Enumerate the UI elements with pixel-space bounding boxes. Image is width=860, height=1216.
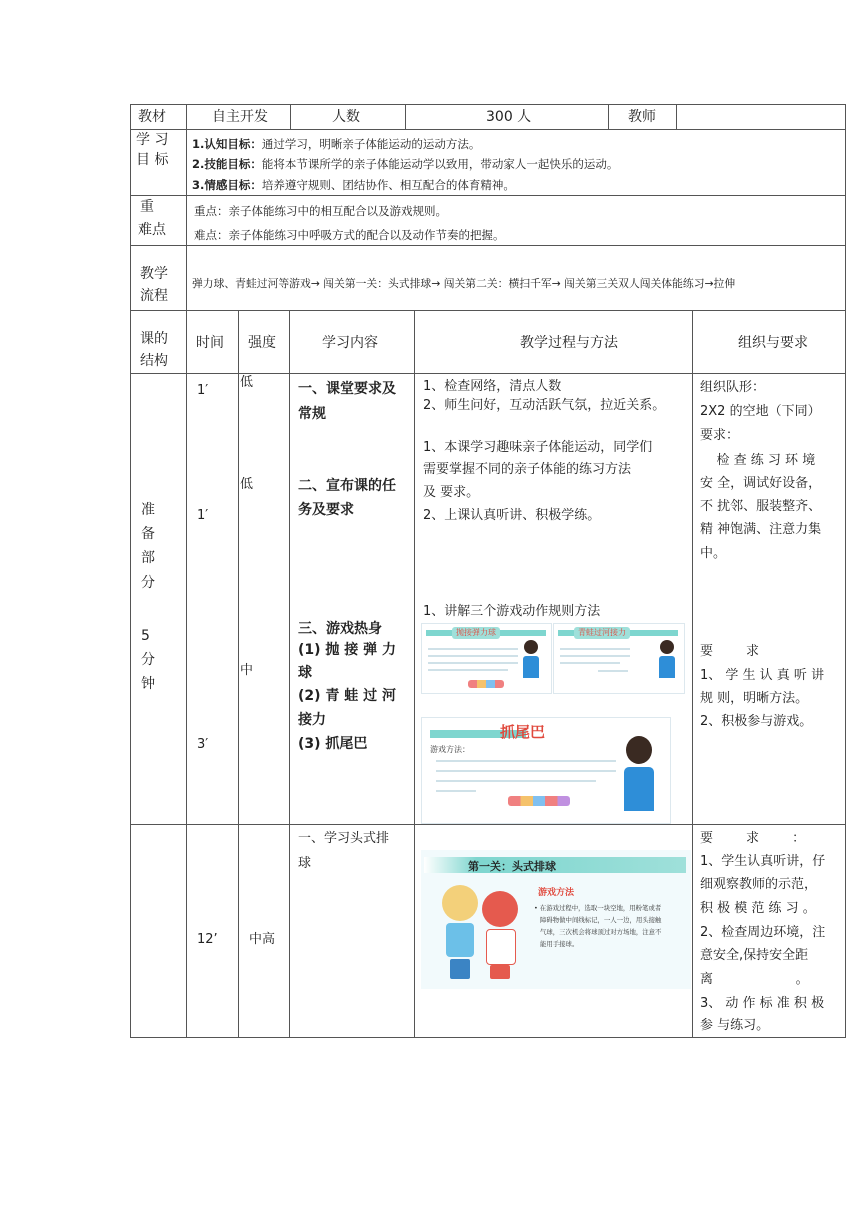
- text-line: [428, 669, 508, 671]
- table-left-border: [130, 104, 131, 1038]
- time-value: 12’: [197, 932, 218, 947]
- content-item: (1) 抛 接 弹 力: [298, 642, 397, 658]
- org-text: 3、 动 作 标 准 积 极: [700, 996, 825, 1011]
- org-text: 参 与练习。: [700, 1018, 770, 1033]
- col-header-structure: 课的: [140, 331, 168, 347]
- process-text: 及 要求。: [423, 485, 480, 500]
- col-divider: [676, 104, 677, 129]
- row-divider: [130, 129, 846, 130]
- process-text: 需要掌握不同的亲子体能的练习方法: [423, 462, 632, 477]
- col-header-content: 学习内容: [322, 335, 378, 351]
- org-text: 细观察教师的示范，: [700, 877, 818, 892]
- key-point-text: 重点：亲子体能练习中的相互配合以及游戏规则。: [194, 204, 447, 218]
- text-line: [436, 780, 596, 782]
- process-text: 1、检查网络，清点人数: [423, 379, 562, 394]
- table-top-border: [130, 104, 846, 105]
- slide-image-frog-relay: [553, 623, 685, 694]
- content-heading: 一、课堂要求及: [298, 381, 396, 397]
- col-divider: [289, 310, 290, 1038]
- slide-image-catch-tail: [421, 717, 671, 824]
- intensity-value: 中: [240, 663, 254, 678]
- difficult-point-text: 难点：亲子体能练习中呼吸方式的配合以及动作节奏的把握。: [194, 228, 505, 242]
- col-divider: [692, 310, 693, 1038]
- text-line: [436, 770, 616, 772]
- org-text: 规 则，明晰方法。: [700, 691, 809, 706]
- org-text: 2、积极参与游戏。: [700, 714, 813, 729]
- col-header-process: 教学过程与方法: [520, 335, 618, 351]
- org-text: 精 神饱满、注意力集: [700, 522, 822, 537]
- col-divider: [186, 104, 187, 310]
- col-divider: [405, 104, 406, 129]
- text-line: [560, 648, 630, 650]
- row-divider: [130, 245, 846, 246]
- org-text: 安 全，调试好设备，: [700, 476, 822, 491]
- process-text: 1、讲解三个游戏动作规则方法: [423, 604, 601, 619]
- text-line: [560, 662, 620, 664]
- material-label: 教材: [138, 109, 166, 125]
- keypoints-label: 重: [140, 199, 154, 215]
- content-heading: 常规: [298, 406, 326, 422]
- process-text: 2、上课认真听讲、积极学练。: [423, 508, 601, 523]
- org-text: 要 求 ：: [700, 831, 806, 846]
- goal-item: [192, 157, 618, 171]
- goal-title: 3.情感目标：: [192, 178, 262, 192]
- org-text: 离 。: [700, 972, 809, 987]
- org-text: 2X2 的空地（下同）: [700, 404, 821, 419]
- text-line: [436, 760, 616, 762]
- section-char: 部: [141, 550, 155, 566]
- content-item: 接力: [298, 712, 326, 728]
- org-text: 组织队形：: [700, 380, 766, 395]
- intensity-value: 中高: [249, 932, 276, 947]
- row-divider: [130, 195, 846, 196]
- org-text: 中。: [700, 546, 727, 561]
- slide-title: 抛接弹力球: [452, 627, 500, 639]
- col-header-intensity: 强度: [248, 335, 276, 351]
- col-header-structure: 结构: [140, 353, 168, 369]
- slide-subtitle: 游戏方法: [538, 888, 575, 898]
- slide-subtitle: 游戏方法：: [430, 745, 470, 754]
- text-line: [560, 655, 630, 657]
- teacher-figure-icon: [658, 640, 676, 686]
- content-heading: 务及要求: [298, 502, 354, 518]
- content-heading: 三、游戏热身: [298, 621, 382, 637]
- section-char: 分: [141, 575, 155, 591]
- goal-title: 2.技能目标：: [192, 157, 262, 171]
- col-divider: [608, 104, 609, 129]
- col-divider: [414, 310, 415, 1038]
- slide-title: 青蛙过河接力: [574, 627, 630, 639]
- slide-title: 第一关：头式排球: [468, 860, 556, 873]
- text-line: [436, 790, 476, 792]
- col-divider: [290, 104, 291, 129]
- goals-label: 学 习: [136, 132, 169, 148]
- org-text: 要 求: [700, 644, 760, 659]
- section-char: 准: [141, 502, 155, 518]
- kids-icon: [468, 680, 504, 688]
- duration-char: 钟: [141, 676, 155, 692]
- intensity-value: 低: [240, 477, 254, 492]
- keypoints-label: 难点: [138, 222, 166, 238]
- goal-text: 通过学习，明晰亲子体能运动的运动方法。: [261, 137, 481, 151]
- goal-item: [192, 137, 480, 151]
- goal-text: 培养遵守规则、团结协作、相互配合的体育精神。: [261, 178, 515, 192]
- slide-title: 抓尾巴: [500, 723, 546, 741]
- section-char: 备: [141, 526, 155, 542]
- text-line: [428, 662, 518, 664]
- slide-line: 气球，三次机会将球顶过对方场地，注意不: [540, 928, 662, 936]
- slide-line: 能用手接球。: [540, 940, 579, 948]
- col-header-time: 时间: [196, 335, 224, 351]
- content-item: (2) 青 蛙 过 河: [298, 688, 397, 704]
- goal-item: [192, 178, 515, 192]
- slide-line: • 在游戏过程中，选取一块空地，用粉笔或者: [534, 904, 662, 912]
- org-text: 要求：: [700, 428, 740, 443]
- content-item: (3) 抓尾巴: [298, 736, 368, 752]
- table-right-border: [845, 104, 846, 1038]
- intensity-value: 低: [240, 375, 254, 390]
- flow-label: 教学: [140, 266, 168, 282]
- duration-char: 分: [141, 652, 155, 668]
- org-text: 不 扰邻、服装整齐、: [700, 499, 822, 514]
- goals-label: 目 标: [136, 152, 169, 168]
- org-text: 1、 学 生 认 真 听 讲: [700, 668, 825, 683]
- org-text: 检 查 练 习 环 境: [700, 453, 816, 468]
- org-text: 意安全,保持安全距: [700, 948, 809, 963]
- flow-text: 弹力球、青蛙过河等游戏→ 闯关第一关：头式排球→ 闯关第二关：横扫千军→ 闯关第三关双人闯关体能练习→拉伸: [192, 277, 736, 290]
- org-text: 2、检查周边环境，注: [700, 925, 826, 940]
- flow-label: 流程: [140, 288, 168, 304]
- col-header-organization: 组织与要求: [738, 335, 808, 351]
- content-item: 球: [298, 665, 312, 681]
- slide-image-head-volleyball: [421, 850, 691, 989]
- content-heading: 球: [298, 856, 312, 871]
- slide-line: 障碍物做中间线标记，一人一边，用头接触: [540, 916, 662, 924]
- goal-title: 1.认知目标：: [192, 137, 262, 151]
- text-line: [428, 655, 518, 657]
- text-line: [428, 648, 518, 650]
- org-text: 1、学生认真听讲，仔: [700, 854, 826, 869]
- people-value: 300 人: [486, 109, 532, 125]
- teacher-label: 教师: [628, 109, 656, 125]
- text-line: [598, 670, 628, 672]
- kids-icon: [508, 796, 570, 806]
- process-text: 1、本课学习趣味亲子体能运动，同学们: [423, 440, 653, 455]
- material-value: 自主开发: [212, 109, 268, 125]
- org-text: 积 极 模 范 练 习 。: [700, 901, 816, 916]
- people-label: 人数: [332, 109, 360, 125]
- slide-image-throw-ball: [421, 623, 552, 694]
- kids-cartoon-icon: [436, 881, 530, 985]
- content-heading: 二、宣布课的任: [298, 478, 396, 494]
- col-divider: [186, 310, 187, 1038]
- time-value: 1′: [197, 508, 209, 523]
- duration-num: 5: [141, 628, 150, 644]
- content-heading: 一、学习头式排: [298, 831, 390, 846]
- goal-text: 能将本节课所学的亲子体能运动学以致用，带动家人一起快乐的运动。: [261, 157, 619, 171]
- process-text: 2、师生问好，互动活跃气氛，拉近关系。: [423, 398, 666, 413]
- col-divider: [238, 310, 239, 1038]
- time-value: 3′: [197, 737, 209, 752]
- teacher-figure-icon: [522, 640, 540, 686]
- teacher-figure-icon: [622, 736, 656, 820]
- time-value: 1′: [197, 383, 209, 398]
